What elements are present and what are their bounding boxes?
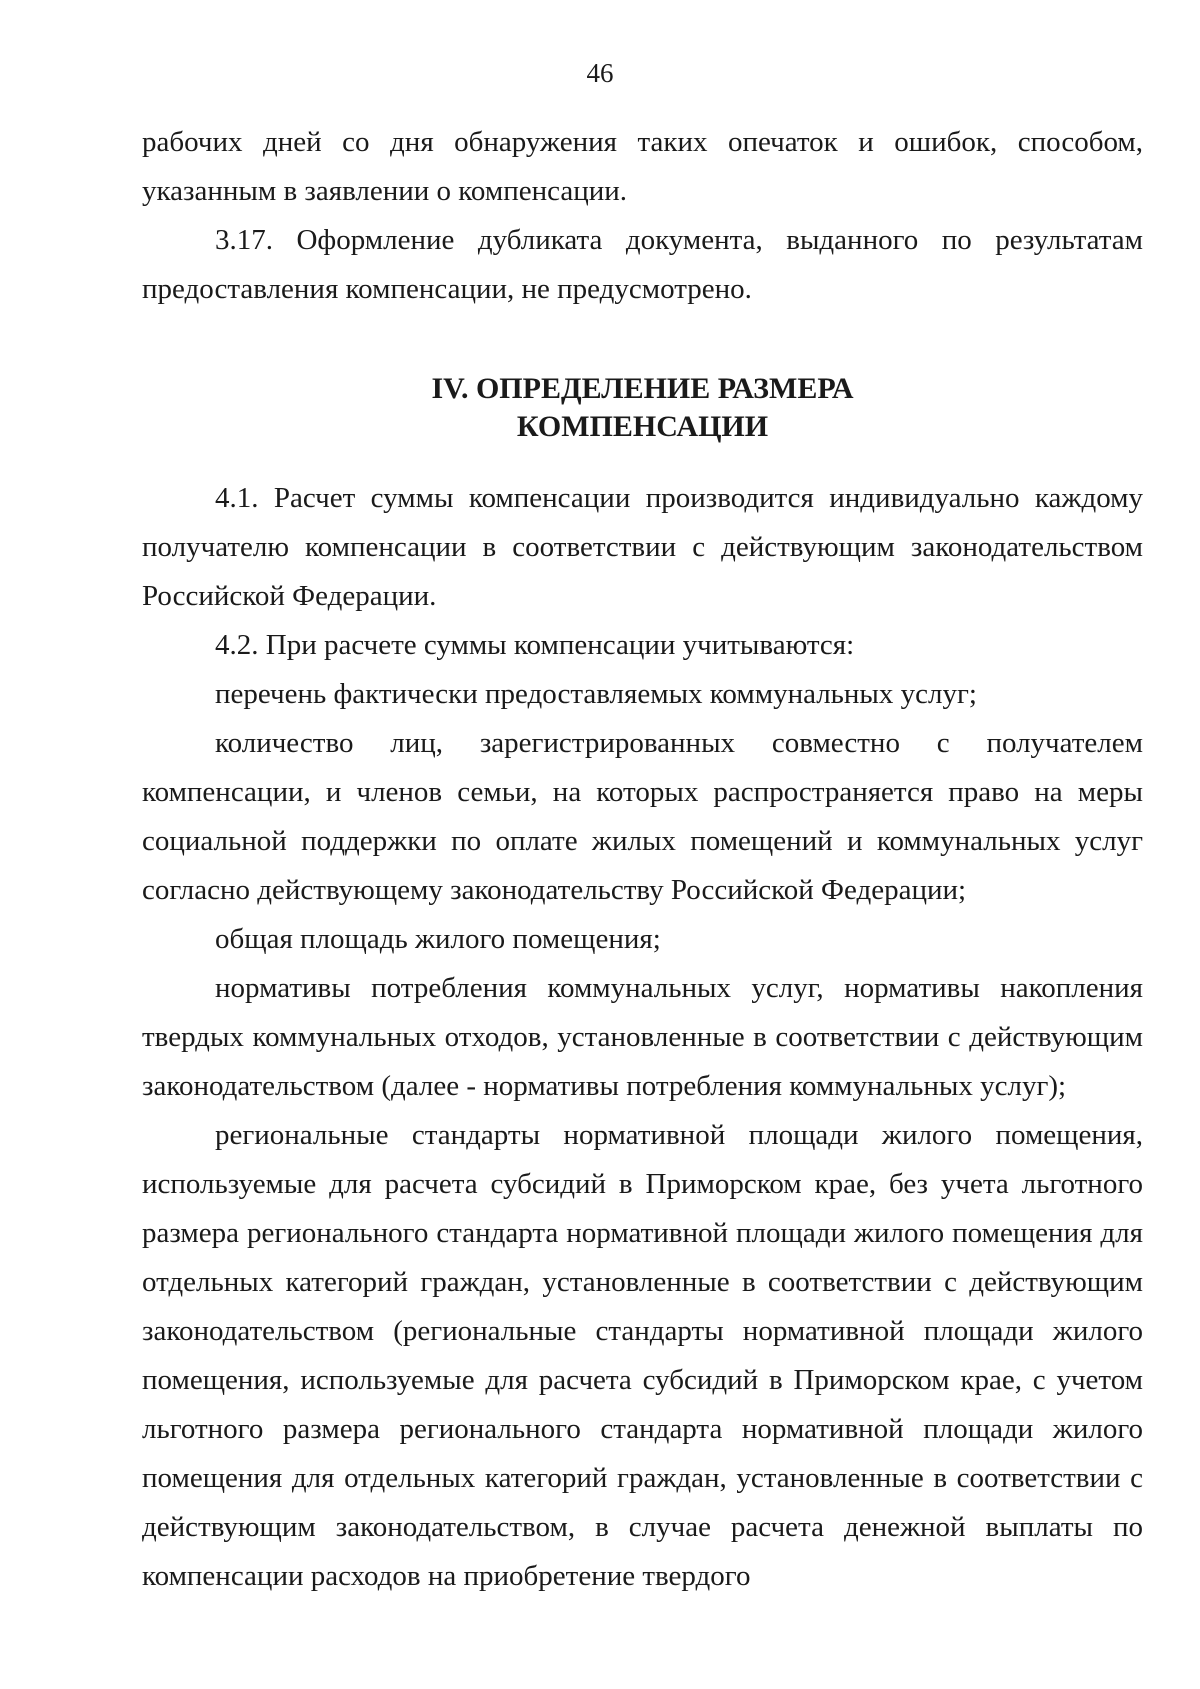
section-heading bbox=[142, 370, 1143, 446]
page-number: 46 bbox=[586, 58, 614, 88]
list-item-services: перечень фактически предоставляемых коммунальных услуг; bbox=[215, 678, 977, 710]
section-heading-line-1: IV. ОПРЕДЕЛЕНИЕ РАЗМЕРА bbox=[431, 372, 854, 405]
list-item-norms: нормативы потребления коммунальных услуг, нормативы накопления твердых коммунальных отходов, установленные в соответствии с действующим законодательством (далее - нормативы потребления коммунальных услуг); bbox=[142, 972, 1143, 1102]
list-item-standards: региональные стандарты нормативной площади жилого помещения, используемые для расчета субсидий в Приморском крае, без учета льготного размера регионального стандарта нормативной площади жилого помещения для отдельных категорий граждан, установленные в соответствии с действующим законодательством (региональные стандарты нормативной площади жилого помещения, используемые для расчета субсидий в Приморском крае, с учетом льготного размера регионального стандарта нормативной площади жилого помещения для отдельных категорий граждан, установленные в соответствии с действующим законодательством, в случае расчета денежной выплаты по компенсации расходов на приобретение твердого bbox=[142, 1119, 1143, 1592]
paragraph-continuation: рабочих дней со дня обнаружения таких опечаток и ошибок, способом, указанным в заявлении о компенсации. bbox=[142, 126, 1143, 207]
list-item-area: общая площадь жилого помещения; bbox=[215, 923, 661, 955]
section-heading-line-2: КОМПЕНСАЦИИ bbox=[516, 410, 769, 443]
paragraph-4-2: 4.2. При расчете суммы компенсации учитываются: bbox=[215, 629, 855, 661]
paragraph-3-17: 3.17. Оформление дубликата документа, выданного по результатам предоставления компенсации, не предусмотрено. bbox=[142, 224, 1143, 305]
paragraph-4-1: 4.1. Расчет суммы компенсации производится индивидуально каждому получателю компенсации в соответствии с действующим законодательством Российской Федерации. bbox=[142, 482, 1143, 612]
document-body bbox=[142, 118, 1143, 1601]
list-item-persons: количество лиц, зарегистрированных совместно с получателем компенсации, и членов семьи, на которых распространяется право на меры социальной поддержки по оплате жилых помещений и коммунальных услуг согласно действующему законодательству Российской Федерации; bbox=[142, 727, 1143, 906]
